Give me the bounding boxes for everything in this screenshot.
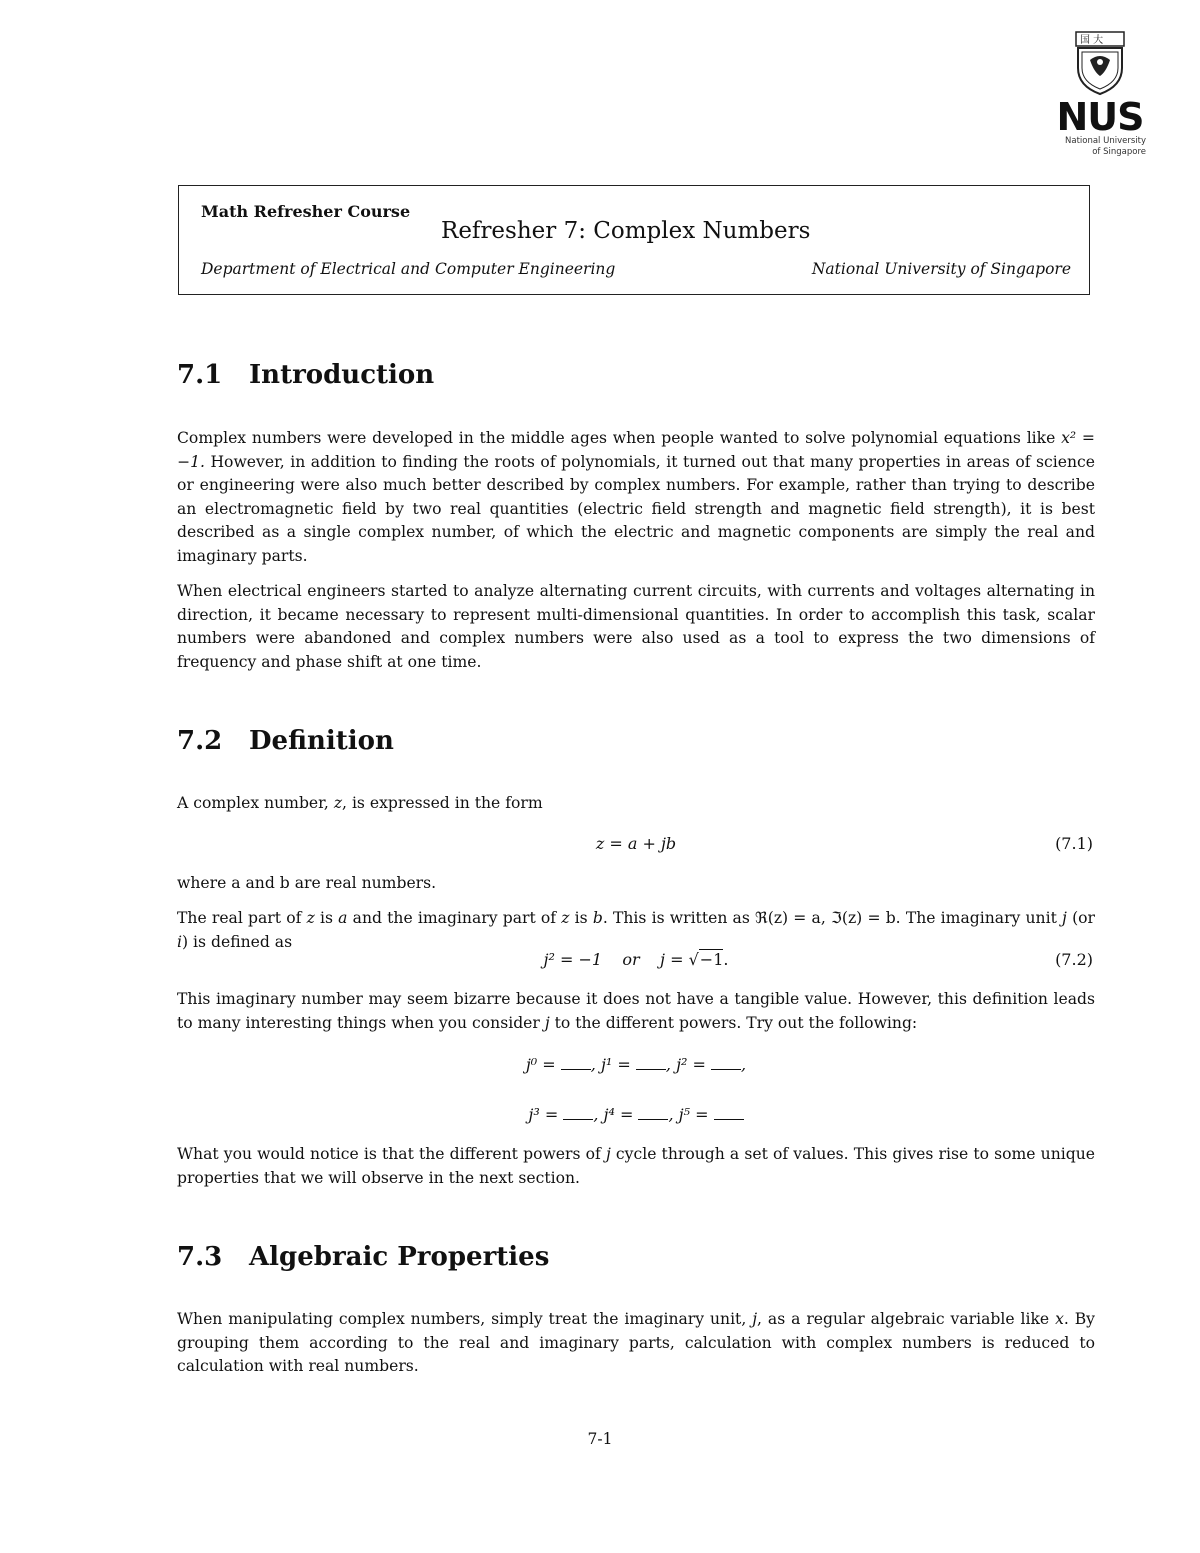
section-number: 7.1 (177, 360, 223, 390)
text: When manipulating complex numbers, simply treat the imaginary unit, (177, 1310, 753, 1328)
logo-subtitle-1: National University (1065, 136, 1146, 146)
department: Department of Electrical and Computer Engineering (201, 260, 616, 278)
math: j³ = (528, 1105, 564, 1124)
text: . This is written as ℜ(z) = a, ℑ(z) = b. The imaginary unit (602, 909, 1063, 927)
crest-icon (1072, 30, 1128, 96)
university: National University of Singapore (811, 260, 1071, 278)
text: , is expressed in the form (342, 794, 543, 812)
powers-row-2 (177, 1105, 1095, 1135)
logo-wordmark: NUS (1056, 95, 1144, 139)
math-inline: j (605, 1145, 611, 1163)
paragraph (177, 907, 1095, 954)
math-inline: z (306, 909, 315, 927)
text: , as a regular algebraic variable like (757, 1310, 1056, 1328)
paragraph (177, 988, 1095, 1035)
section-heading-definition (177, 726, 1095, 756)
text: is (569, 909, 593, 927)
section-heading-introduction (177, 360, 1095, 390)
powers-row-1 (177, 1055, 1095, 1085)
math: j² = −1 (543, 950, 603, 969)
equation-body: z = a + jb (595, 833, 677, 853)
document-body (177, 360, 1095, 1379)
math-inline: i (177, 932, 182, 951)
equation-number: (7.1) (1055, 833, 1093, 853)
math: or (622, 950, 640, 969)
text: However, in addition to finding the roots of polynomials, it turned out that many properties in areas of science or engineering were also much better described by complex numbers. For example, rather than trying to describe an electromagnetic field by two real quantities (electric field strength and magnetic field strength), it is best described as a single complex number, of which the electric and magnetic components are simply the real and imaginary parts. (177, 452, 1095, 565)
math: j⁰ = (525, 1055, 561, 1074)
math-inline: x² = −1. (177, 429, 1095, 471)
paragraph: When electrical engineers started to analyze alternating current circuits, with currents and voltages alternating in direction, it became necessary to represent multi-dimensional quantities. In order to accomplish this task, scalar numbers were abandoned and complex numbers were also used as a tool to express the two dimensions of frequency and phase shift at one time. (177, 582, 1095, 671)
math: , j⁴ = (593, 1105, 639, 1124)
text: to the different powers. Try out the following: (549, 1013, 918, 1032)
math-inline: b (592, 909, 603, 927)
equation-body: j² = −1 or j = √−1. (543, 950, 729, 969)
section-number: 7.3 (177, 1242, 223, 1272)
text: What you would notice is that the different powers of (177, 1145, 606, 1163)
logo-subtitle-2: of Singapore (1092, 147, 1146, 157)
text: and the imaginary part of (347, 909, 562, 927)
section-title: Introduction (249, 360, 435, 390)
section-heading-algebraic-properties (177, 1242, 1095, 1272)
math-sqrt: −1 (699, 950, 724, 969)
equation-number: (7.2) (1055, 950, 1093, 969)
equation-7-1 (177, 834, 1095, 860)
equation-body (177, 1055, 1095, 1074)
text: ) is defined as (182, 932, 293, 951)
math: , j² = (665, 1055, 712, 1074)
paragraph (177, 1308, 1095, 1379)
equation-body (177, 1105, 1095, 1124)
equation-7-2 (177, 950, 1095, 976)
page-number: 7-1 (587, 1430, 613, 1448)
text: This imaginary number may seem bizarre because it does not have a tangible value. However, this definition leads to many interesting things when you consider (177, 990, 1095, 1032)
text: (or (1066, 909, 1096, 927)
math-inline: j (752, 1310, 758, 1328)
math: , j⁵ = (668, 1105, 714, 1124)
svg-text:国 大: 国 大 (1080, 35, 1104, 46)
text: is (314, 909, 339, 927)
math: , j¹ = (590, 1055, 636, 1074)
math-inline: j (1062, 909, 1067, 927)
math-inline: a (338, 909, 348, 927)
answer-blank (714, 1105, 744, 1120)
header-box (178, 185, 1090, 295)
page-title: Refresher 7: Complex Numbers (441, 218, 811, 244)
text: Complex numbers were developed in the middle ages when people wanted to solve polynomial equations like (177, 429, 1056, 447)
paragraph (177, 1143, 1095, 1190)
paragraph: where a and b are real numbers. (177, 873, 437, 892)
math: , (741, 1055, 747, 1074)
math: . (723, 950, 729, 969)
course-name: Math Refresher Course (201, 202, 411, 221)
answer-blank (711, 1055, 741, 1070)
answer-blank (638, 1105, 668, 1120)
answer-blank (561, 1055, 591, 1070)
text: cycle through a set of values. This gives rise to some unique properties that we will observe in the next section. (177, 1145, 1095, 1187)
text: A complex number, (177, 794, 334, 812)
nus-logo (1050, 30, 1150, 158)
paragraph (177, 427, 1095, 568)
math-inline: x (1055, 1310, 1064, 1328)
paragraph (177, 792, 1095, 816)
math-inline: z (561, 909, 570, 927)
section-number: 7.2 (177, 726, 223, 756)
math-inline: z (333, 794, 343, 812)
math: j = (660, 950, 689, 969)
answer-blank (636, 1055, 666, 1070)
answer-blank (563, 1105, 593, 1120)
section-title: Algebraic Properties (249, 1242, 550, 1272)
section-title: Definition (249, 726, 394, 756)
text: . By grouping them according to the real and imaginary parts, calculation with complex numbers is reduced to calculation with real numbers. (177, 1310, 1095, 1375)
math-inline: j (544, 1013, 550, 1032)
text: The real part of (177, 909, 307, 927)
